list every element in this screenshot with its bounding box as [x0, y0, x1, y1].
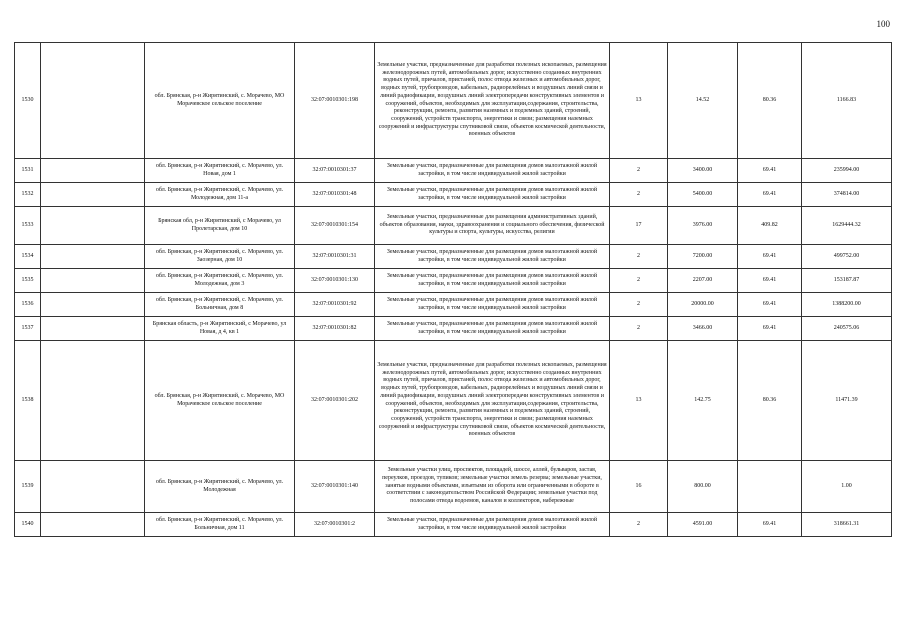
- area-cell: 800.00: [668, 461, 738, 513]
- row-spacer: [41, 293, 145, 317]
- land-use-description-cell: Земельные участки улиц, проспектов, площадей, шоссе, аллей, бульваров, застав, переулков, проездов, тупиков; земельные участки земель резерва; земельные участки, занятые водными объектами, изъятыми из оборота или ограниченными в обороте в соответствии с законодательством Российской Федерации; земельные участки под полосами отвода водоемов, каналов и коллекторов, набережные: [375, 461, 610, 513]
- land-use-description-cell: Земельные участки, предназначенные для разработки полезных ископаемых, размещения железнодорожных путей, автомобильных дорог, искусственно созданных внутренних водных путей, причалов, пристаней, полос отвода железных и автомобильных дорог, водных путей, трубопроводов, кабельных, радиорелейных и воздушных линий связи и линий радиофикации, воздушных линий электропередачи конструктивных элементов и сооружений, объектов, необходимых для эксплуатации,содержания, строительства, реконструкции, ремонта, развития наземных и подземных зданий, строений, сооружений, устройств транспорта, энергетики и связи; размещения наземных сооружений и инфраструктуры спутниковой связи, объектов космической деятельности, военных объектов: [375, 43, 610, 159]
- area-cell: 3466.00: [668, 317, 738, 341]
- rate-cell: 409.82: [738, 207, 802, 245]
- land-register-table: [14, 42, 892, 537]
- address-cell: обл. Брянская, р-н Жирятинский, с. Морачево, ул. Молодежная, дом 3: [145, 269, 295, 293]
- land-use-description-cell: Земельные участки, предназначенные для размещения домов малоэтажной жилой застройки, в том числе индивидуальной жилой застройки: [375, 293, 610, 317]
- table-row: [15, 341, 892, 461]
- table-row: [15, 183, 892, 207]
- address-cell: Брянская обл, р-н Жирятинский, с Морачево, ул Пролетарская, дом 10: [145, 207, 295, 245]
- rate-cell: 69.41: [738, 269, 802, 293]
- row-number: 1535: [15, 269, 41, 293]
- row-number: 1537: [15, 317, 41, 341]
- rate-cell: 69.41: [738, 245, 802, 269]
- use-code-cell: 2: [610, 245, 668, 269]
- area-cell: 142.75: [668, 341, 738, 461]
- use-code-cell: 13: [610, 43, 668, 159]
- land-use-description-cell: Земельные участки, предназначенные для разработки полезных ископаемых, размещения железнодорожных путей, автомобильных дорог, искусственно созданных внутренних водных путей, причалов, пристаней, полос отвода железных и автомобильных дорог, водных путей, трубопроводов, кабельных, радиорелейных и воздушных линий связи и линий радиофикации, воздушных линий электропередачи конструктивных элементов и сооружений, объектов, необходимых для эксплуатации,содержания, строительства, реконструкции, ремонта, развития наземных и подземных зданий, строений, сооружений, устройств транспорта, энергетики и связи; размещения наземных сооружений и инфраструктуры спутниковой связи, объектов космической деятельности, военных объектов: [375, 341, 610, 461]
- table-row: [15, 269, 892, 293]
- row-number: 1531: [15, 159, 41, 183]
- use-code-cell: 2: [610, 269, 668, 293]
- table-row: [15, 245, 892, 269]
- address-cell: обл. Брянская, р-н Жирятинский, с. Морачево, ул. Новая, дом 1: [145, 159, 295, 183]
- table-row: [15, 461, 892, 513]
- land-use-description-cell: Земельные участки, предназначенные для размещения административных зданий, объектов образования, науки, здравоохранения и социального обеспечения, физической культуры и спорта, культуры, искусства, религии: [375, 207, 610, 245]
- row-spacer: [41, 43, 145, 159]
- cadastral-number-cell: 32:07:0010301:92: [295, 293, 375, 317]
- row-number: 1532: [15, 183, 41, 207]
- row-number: 1530: [15, 43, 41, 159]
- rate-cell: 80.36: [738, 43, 802, 159]
- address-cell: обл. Брянская, р-н Жирятинский, с. Морачево, МО Морачевское сельское поселение: [145, 43, 295, 159]
- row-number: 1534: [15, 245, 41, 269]
- cadastral-value-cell: 1629444.32: [802, 207, 892, 245]
- address-cell: обл. Брянская, р-н Жирятинский, с. Морачево, ул. Больничная, дом 8: [145, 293, 295, 317]
- row-spacer: [41, 159, 145, 183]
- use-code-cell: 13: [610, 341, 668, 461]
- cadastral-number-cell: 32:07:0010301:48: [295, 183, 375, 207]
- row-number: 1539: [15, 461, 41, 513]
- use-code-cell: 17: [610, 207, 668, 245]
- area-cell: 14.52: [668, 43, 738, 159]
- land-use-description-cell: Земельные участки, предназначенные для размещения домов малоэтажной жилой застройки, в том числе индивидуальной жилой застройки: [375, 159, 610, 183]
- address-cell: обл. Брянская, р-н Жирятинский, с. Морачево, МО Морачевское сельское поселение: [145, 341, 295, 461]
- address-cell: обл. Брянская, р-н Жирятинский, с. Морачево, ул. Молодежная: [145, 461, 295, 513]
- area-cell: 2207.00: [668, 269, 738, 293]
- rate-cell: 69.41: [738, 293, 802, 317]
- use-code-cell: 2: [610, 159, 668, 183]
- table-row: [15, 317, 892, 341]
- address-cell: Брянская область, р-н Жирятинский, с Морачево, ул Новая, д 4, кв 1: [145, 317, 295, 341]
- page-number: 100: [876, 19, 890, 29]
- rate-cell: 80.36: [738, 341, 802, 461]
- use-code-cell: 2: [610, 293, 668, 317]
- address-cell: обл. Брянская, р-н Жирятинский, с. Морачево, ул. Заозерная, дом 10: [145, 245, 295, 269]
- cadastral-value-cell: 153187.87: [802, 269, 892, 293]
- row-spacer: [41, 317, 145, 341]
- row-spacer: [41, 207, 145, 245]
- cadastral-number-cell: 32:07:0010301:198: [295, 43, 375, 159]
- row-number: 1536: [15, 293, 41, 317]
- rate-cell: 69.41: [738, 159, 802, 183]
- land-use-description-cell: Земельные участки, предназначенные для размещения домов малоэтажной жилой застройки, в том числе индивидуальной жилой застройки: [375, 317, 610, 341]
- cadastral-number-cell: 32:07:0010301:31: [295, 245, 375, 269]
- area-cell: 3976.00: [668, 207, 738, 245]
- land-use-description-cell: Земельные участки, предназначенные для размещения домов малоэтажной жилой застройки, в том числе индивидуальной жилой застройки: [375, 245, 610, 269]
- table-row: [15, 293, 892, 317]
- area-cell: 5400.00: [668, 183, 738, 207]
- row-number: 1533: [15, 207, 41, 245]
- address-cell: обл. Брянская, р-н Жирятинский, с. Морачево, ул. Молодежная, дом 11-а: [145, 183, 295, 207]
- row-number: 1538: [15, 341, 41, 461]
- use-code-cell: 2: [610, 317, 668, 341]
- cadastral-value-cell: 1.00: [802, 461, 892, 513]
- row-spacer: [41, 269, 145, 293]
- land-use-description-cell: Земельные участки, предназначенные для размещения домов малоэтажной жилой застройки, в том числе индивидуальной жилой застройки: [375, 269, 610, 293]
- use-code-cell: 2: [610, 183, 668, 207]
- cadastral-value-cell: 11471.39: [802, 341, 892, 461]
- cadastral-value-cell: 1166.83: [802, 43, 892, 159]
- rate-cell: 69.41: [738, 183, 802, 207]
- cadastral-value-cell: 318661.31: [802, 513, 892, 537]
- cadastral-value-cell: 235994.00: [802, 159, 892, 183]
- table-row: [15, 43, 892, 159]
- cadastral-value-cell: 1388200.00: [802, 293, 892, 317]
- row-spacer: [41, 341, 145, 461]
- table-row: [15, 513, 892, 537]
- cadastral-number-cell: 32:07:0010301:140: [295, 461, 375, 513]
- row-number: 1540: [15, 513, 41, 537]
- cadastral-number-cell: 32:07:0010301:202: [295, 341, 375, 461]
- address-cell: обл. Брянская, р-н Жирятинский, с. Морачево, ул. Больничная, дом 11: [145, 513, 295, 537]
- area-cell: 3400.00: [668, 159, 738, 183]
- table-row: [15, 207, 892, 245]
- cadastral-number-cell: 32:07:0010301:130: [295, 269, 375, 293]
- rate-cell: 69.41: [738, 513, 802, 537]
- rate-cell: 69.41: [738, 317, 802, 341]
- rate-cell: [738, 461, 802, 513]
- use-code-cell: 16: [610, 461, 668, 513]
- land-use-description-cell: Земельные участки, предназначенные для размещения домов малоэтажной жилой застройки, в том числе индивидуальной жилой застройки: [375, 183, 610, 207]
- row-spacer: [41, 183, 145, 207]
- table-row: [15, 159, 892, 183]
- cadastral-number-cell: 32:07:0010301:154: [295, 207, 375, 245]
- cadastral-number-cell: 32:07:0010301:37: [295, 159, 375, 183]
- cadastral-value-cell: 499752.00: [802, 245, 892, 269]
- row-spacer: [41, 245, 145, 269]
- cadastral-number-cell: 32:07:0010301:2: [295, 513, 375, 537]
- area-cell: 4591.00: [668, 513, 738, 537]
- row-spacer: [41, 461, 145, 513]
- cadastral-number-cell: 32:07:0010301:82: [295, 317, 375, 341]
- area-cell: 7200.00: [668, 245, 738, 269]
- use-code-cell: 2: [610, 513, 668, 537]
- cadastral-value-cell: 374814.00: [802, 183, 892, 207]
- row-spacer: [41, 513, 145, 537]
- land-use-description-cell: Земельные участки, предназначенные для размещения домов малоэтажной жилой застройки, в том числе индивидуальной жилой застройки: [375, 513, 610, 537]
- area-cell: 20000.00: [668, 293, 738, 317]
- cadastral-value-cell: 240575.06: [802, 317, 892, 341]
